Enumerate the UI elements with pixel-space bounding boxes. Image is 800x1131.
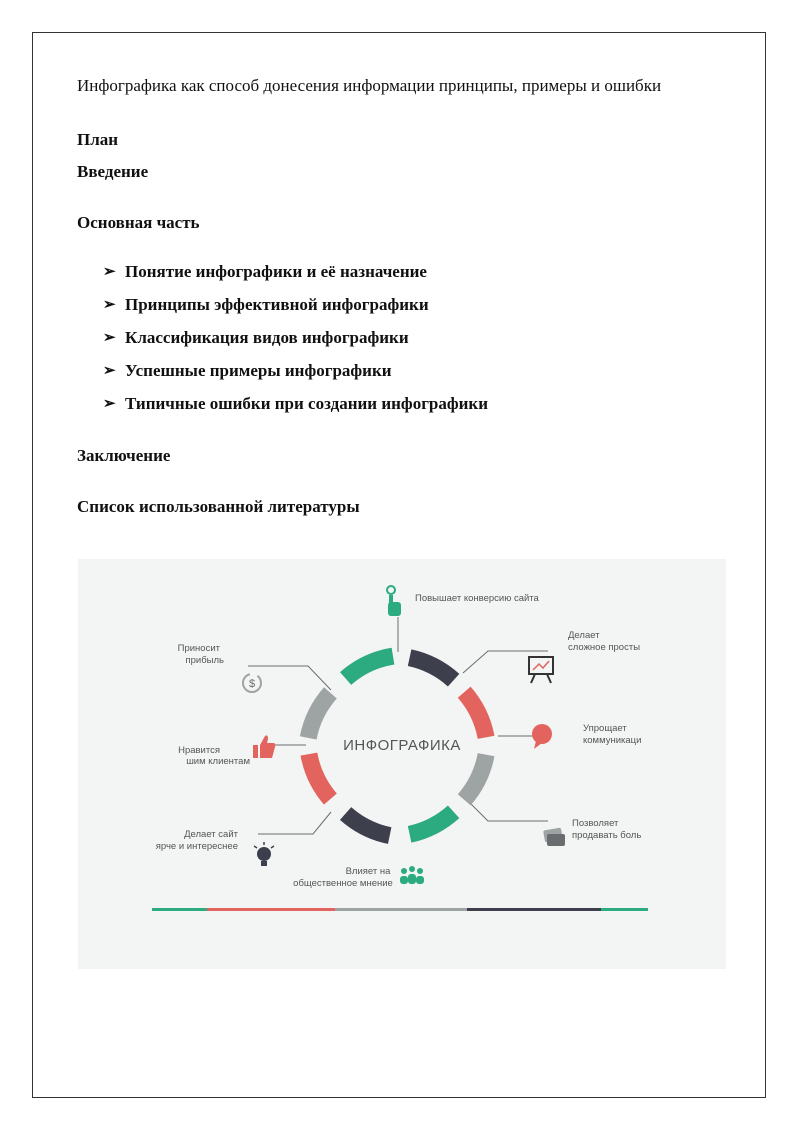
list-item: ➢ Понятие инфографики и её назначение: [103, 262, 427, 281]
list-item: ➢ Принципы эффективной инфографики: [103, 295, 429, 314]
brighter-label-line2: ярче и интереснее: [155, 841, 238, 852]
sell-label-line2: продавать боль: [572, 830, 642, 841]
profit-label-line1: Приносит: [177, 643, 220, 654]
arrow-bullet-icon: ➢: [103, 297, 116, 313]
thumbs-up-icon: [253, 735, 275, 758]
touch-icon: [387, 586, 401, 616]
list-item: ➢ Успешные примеры инфографики: [103, 361, 392, 380]
list-item: ➢ Классификация видов инфографики: [103, 328, 409, 347]
document-title: Инфографика как способ донесения информации принципы, примеры и ошибки: [77, 76, 662, 95]
segment-gray-left: [308, 693, 330, 738]
plan-heading: План: [77, 130, 119, 149]
intro-heading: Введение: [77, 162, 149, 181]
segment-gray-right: [464, 755, 486, 800]
people-group-icon: [400, 866, 424, 884]
segment-red-right: [464, 692, 486, 737]
chat-bubble-icon: [532, 724, 552, 749]
sell-label-line1: Позволяет: [572, 818, 619, 829]
segment-red-left: [309, 754, 331, 799]
bottom-color-bar: [152, 908, 648, 911]
infographic-figure: [78, 559, 726, 969]
svg-text:$: $: [248, 678, 256, 690]
list-item: ➢ Типичные ошибки при создании инфографики: [103, 394, 489, 413]
presentation-board-icon: [529, 657, 553, 683]
lightbulb-icon: [254, 842, 274, 866]
opinion-label-line2: общественное мнение: [293, 878, 393, 889]
arrow-bullet-icon: ➢: [103, 396, 116, 412]
arrow-bullet-icon: ➢: [103, 264, 116, 280]
clients-label-line1: Нравится: [178, 745, 220, 756]
opinion-label-line1: Влияет на: [345, 866, 391, 877]
segment-green-bottom: [410, 812, 454, 835]
clients-label-line2: шим клиентам: [186, 756, 250, 767]
brighter-label-line1: Делает сайт: [184, 829, 238, 840]
credit-cards-icon: [543, 828, 565, 846]
communication-label-line2: коммуникаци: [583, 735, 642, 746]
conclusion-heading: Заключение: [77, 446, 171, 465]
infographic-diagram: [78, 559, 726, 969]
conversion-label: Повышает конверсию сайта: [415, 593, 539, 604]
simple-label-line2: сложное просты: [568, 642, 641, 653]
arrow-bullet-icon: ➢: [103, 330, 116, 346]
main-part-list: [103, 262, 488, 427]
main-part-heading: Основная часть: [77, 213, 200, 232]
segment-green-top: [346, 656, 393, 678]
profit-label-line2: прибыль: [185, 655, 224, 666]
segment-dark-top-right: [410, 658, 454, 681]
references-heading: Список использованной литературы: [77, 497, 360, 516]
connector-lines: [248, 617, 548, 834]
dollar-coin-icon: [243, 674, 261, 692]
segment-dark-bottom-left: [346, 814, 390, 836]
simple-label-line1: Делает: [568, 630, 600, 641]
arrow-bullet-icon: ➢: [103, 363, 116, 379]
infographic-center-label: ИНФОГРАФИКА: [343, 737, 461, 754]
communication-label-line1: Упрощает: [583, 723, 627, 734]
